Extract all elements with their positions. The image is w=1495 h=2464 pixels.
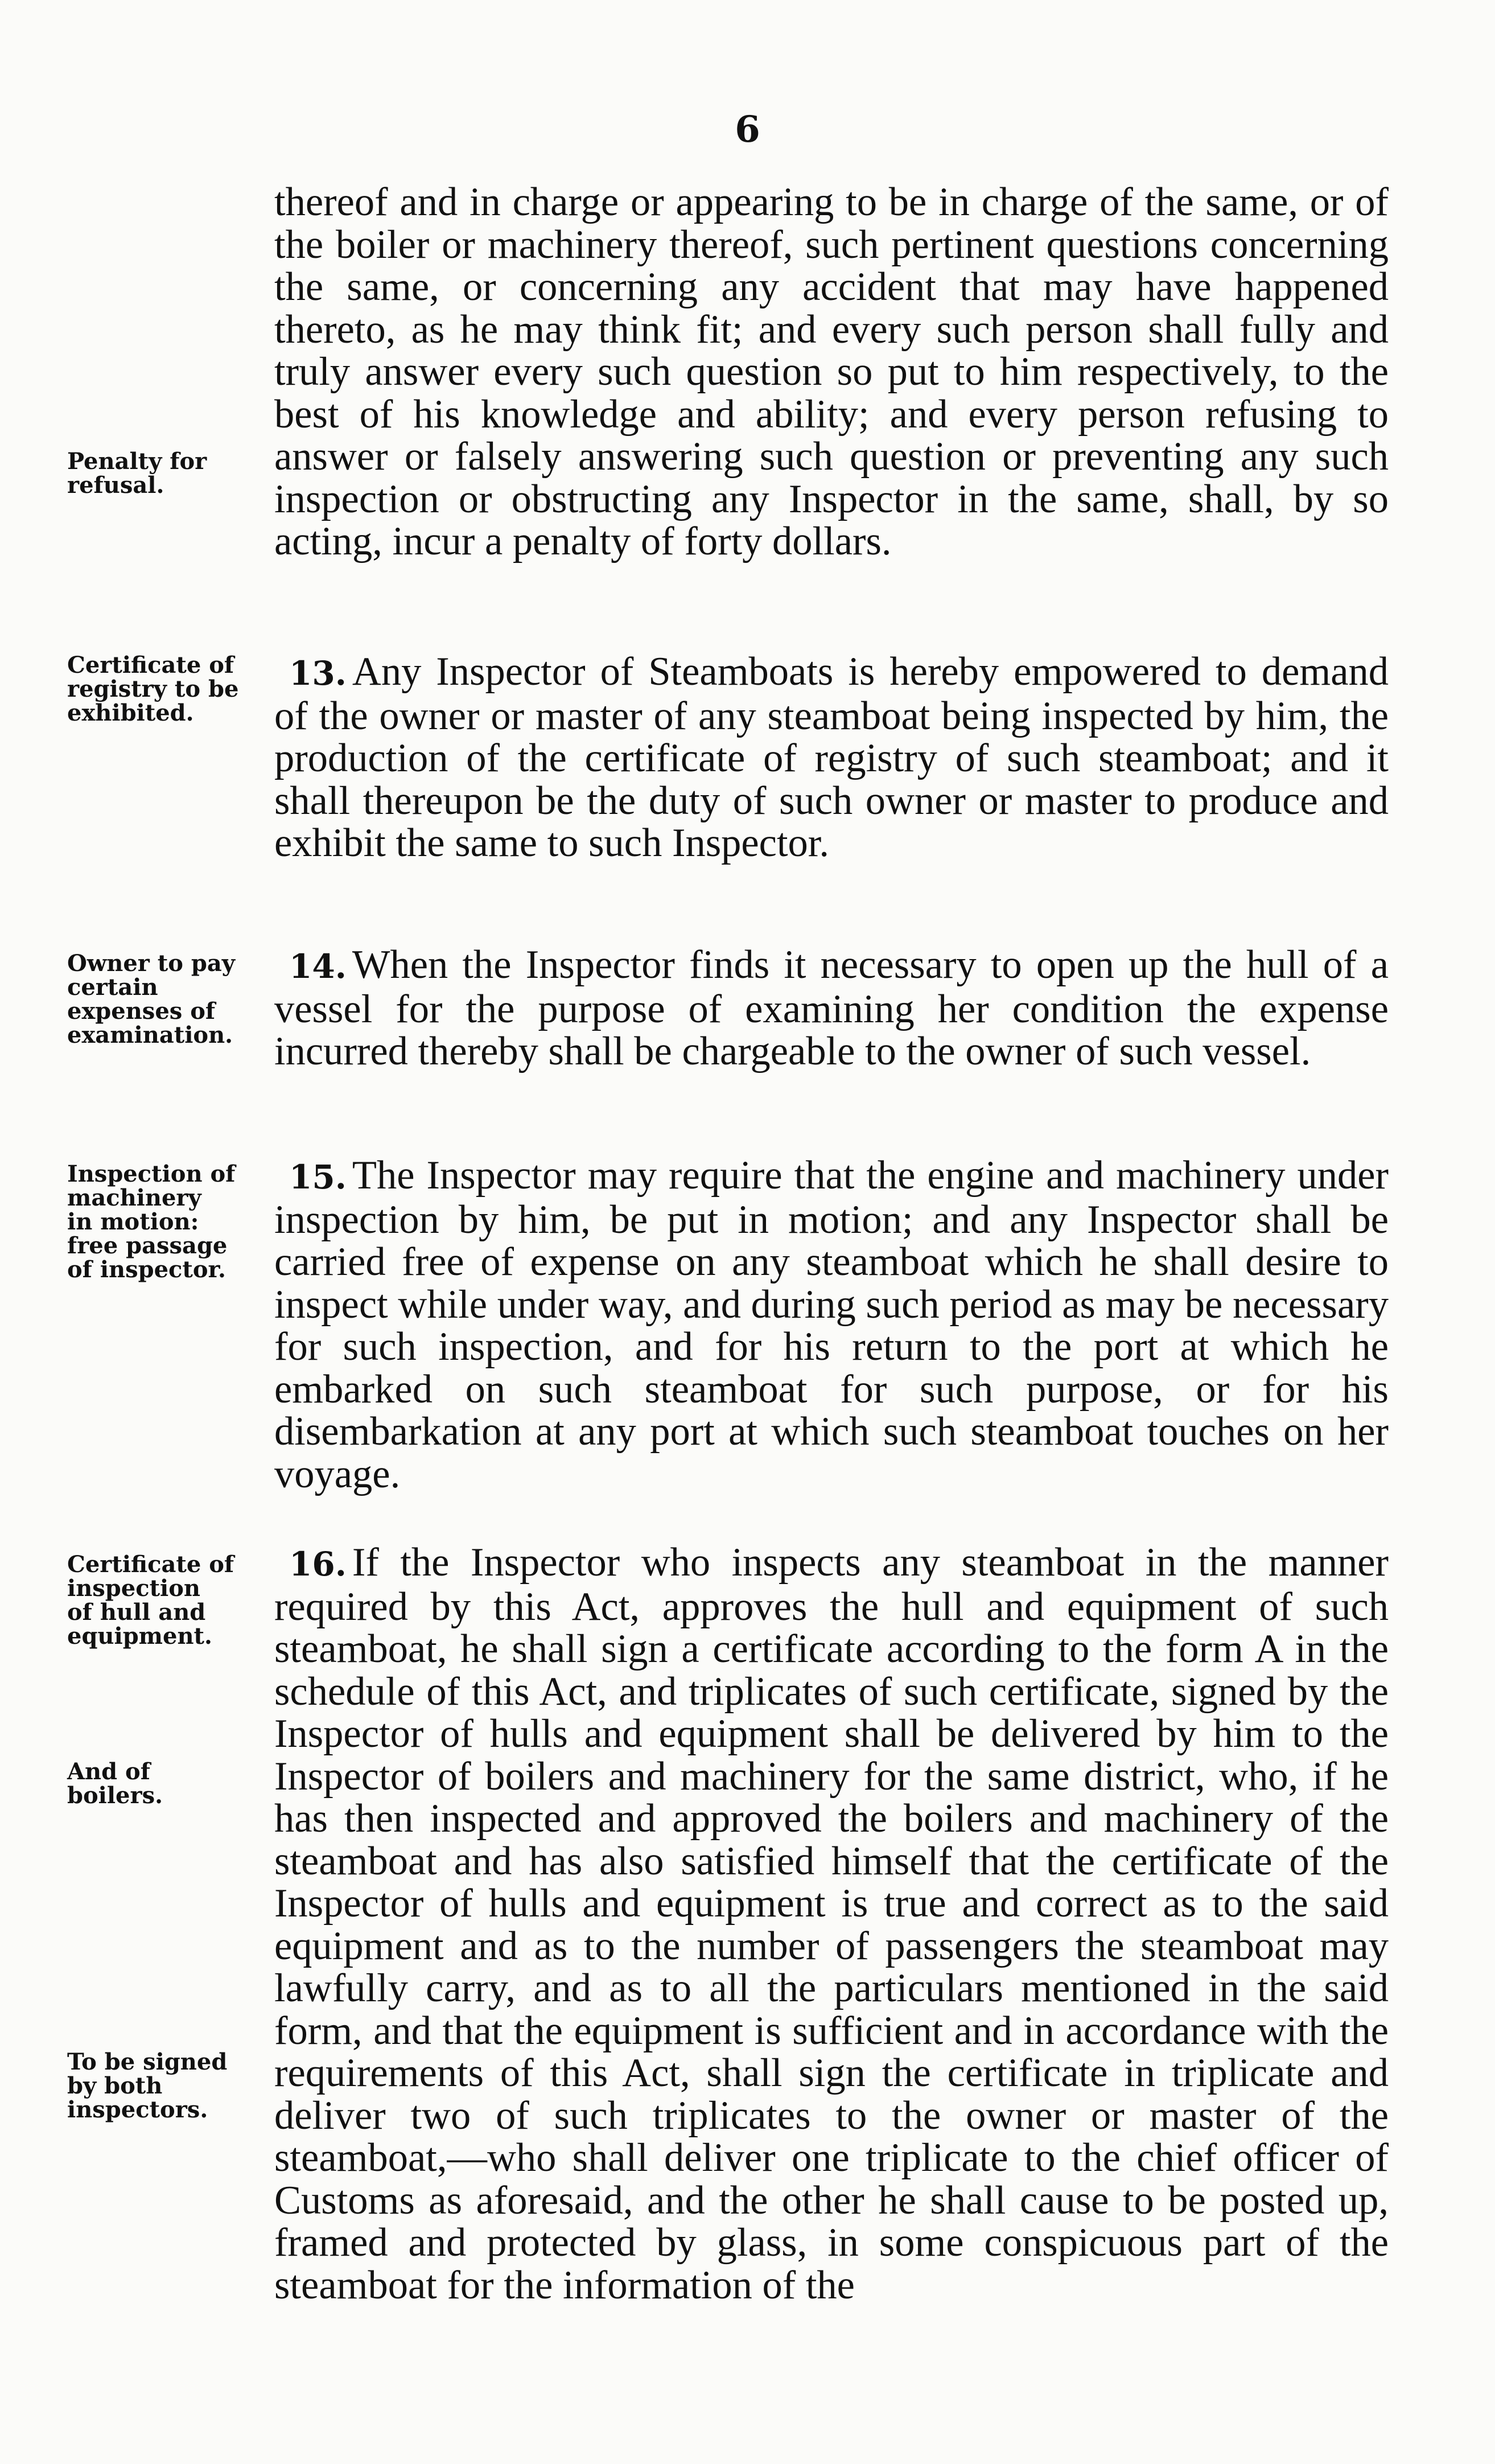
margin-note-certificate-registry: Certificate of registry to be exhibited. xyxy=(67,652,239,726)
section-16 xyxy=(274,1541,1389,2306)
section-13 xyxy=(274,651,1389,865)
margin-note-signed-both: To be signed by both inspectors. xyxy=(67,2048,228,2123)
margin-note-owner-pay: Owner to pay certain expenses of examination. xyxy=(67,950,236,1048)
paragraph-continuation: thereof and in charge or appearing to be in charge of the same, or of the boiler or machinery thereof, such pertinent questions concerning the same, or concerning any accident that may have happened thereto, as he may think fit; and every such person shall fully and truly answer every such question so put to him respectively, to the best of his knowledge and ability; and every person refusing to answer or falsely answering such question or preventing any such inspection or obstructing any Inspector in the same, shall, by so acting, incur a penalty of forty dollars. xyxy=(274,180,1389,563)
section-14-text: When the Inspector finds it necessary to open up the hull of a vessel for the purpose of examining her condition the expense incurred thereby shall be chargeable to the owner of such vessel. xyxy=(274,943,1389,1073)
section-13-number: 13. xyxy=(289,654,347,693)
margin-note-certificate-hull: Certificate of inspection of hull and equipment. xyxy=(67,1551,234,1649)
section-15-number: 15. xyxy=(289,1158,347,1196)
section-13-text: Any Inspector of Steamboats is hereby empowered to demand of the owner or master of any steamboat being inspected by him, the production of the certificate of registry of such steamboat; and it shall thereupon be the duty of such owner or master to produce and exhibit the same to such Inspector. xyxy=(274,649,1389,865)
section-14-number: 14. xyxy=(289,947,347,986)
section-16-text: If the Inspector who inspects any steamboat in the manner required by this Act, approves the hull and equipment of such steamboat, he shall sign a certificate according to the form A in the schedule of this Act, and triplicates of such certificate, signed by the Inspector of hulls and equipment shall be delivered by him to the Inspector of boilers and machinery for the same district, who, if he has then inspected and approved the boilers and machinery of the steamboat and has also satisfied himself that the certificate of the Inspector of hulls and equipment is true and correct as to the said equipment and as to the number of passengers the steamboat may lawfully carry, and as to all the particulars mentioned in the said form, and that the equipment is sufficient and in accordance with the requirements of this Act, shall sign the certificate in triplicate and deliver two of such triplicates to the owner or master of the steamboat,—who shall deliver one triplicate to the chief officer of Customs as aforesaid, and the other he shall cause to be posted up, framed and protected by glass, in some conspicuous part of the steamboat for the information of the xyxy=(274,1540,1389,2307)
section-14 xyxy=(274,944,1389,1073)
margin-note-boilers: And of boilers. xyxy=(67,1758,163,1809)
section-15-text: The Inspector may require that the engine and machinery under inspection by him, be put in motion; and any Inspector shall be carried free of expense on any steamboat which he shall desire to inspect while under way, and during such period as may be necessary for such inspection, and for his return to the port at which he embarked on such steamboat for such purpose, or for his disembarkation at any port at which such steamboat touches on her voyage. xyxy=(274,1153,1389,1496)
margin-note-inspection-machinery: Inspection of machinery in motion: free passage of inspector. xyxy=(67,1161,236,1283)
margin-note-penalty: Penalty for refusal. xyxy=(67,448,207,499)
section-16-number: 16. xyxy=(289,1545,347,1583)
page-number: 6 xyxy=(735,108,760,151)
section-15 xyxy=(274,1154,1389,1495)
